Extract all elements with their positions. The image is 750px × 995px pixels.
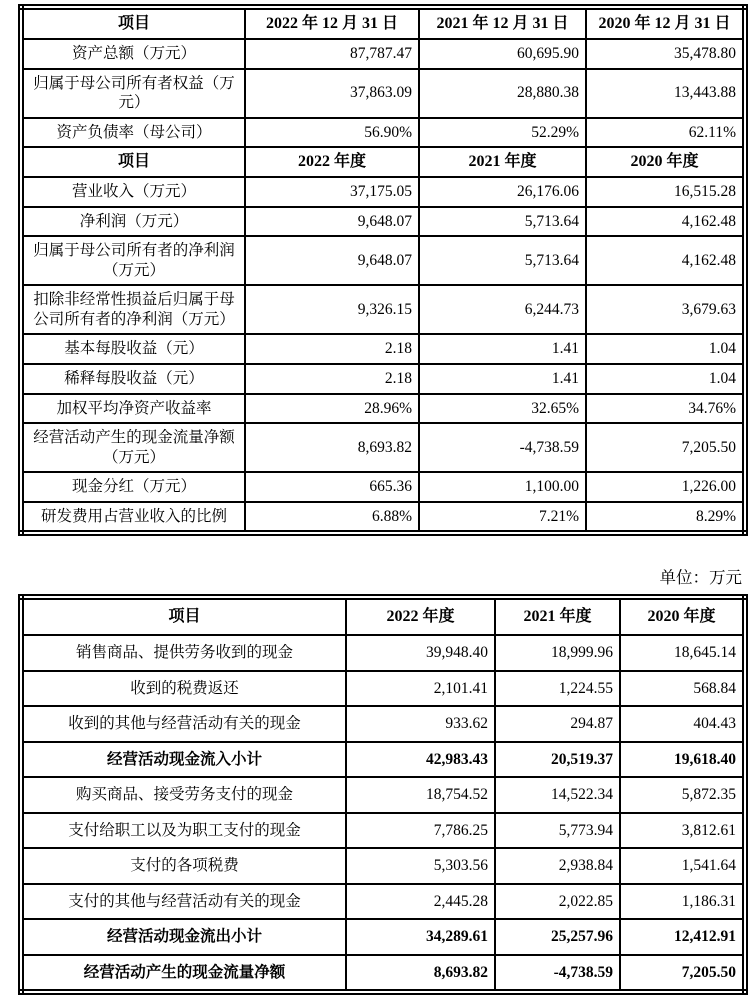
table-row <box>21 236 745 285</box>
item-label-cell: 现金分红（万元） <box>21 472 245 502</box>
value-cell: 28,880.38 <box>419 69 586 118</box>
item-label-cell: 基本每股收益（元） <box>21 334 245 364</box>
value-cell: 25,257.96 <box>495 919 620 955</box>
operating-cash-flow-body <box>21 597 745 992</box>
value-cell: 3,812.61 <box>620 813 745 849</box>
value-cell: -4,738.59 <box>419 423 586 472</box>
table-row <box>21 334 745 364</box>
value-cell: 35,478.80 <box>586 39 745 69</box>
value-cell: 7,205.50 <box>586 423 745 472</box>
column-header-cell: 2021 年 12 月 31 日 <box>419 7 586 39</box>
item-label-cell: 归属于母公司所有者的净利润（万元） <box>21 236 245 285</box>
value-cell: 6,244.73 <box>419 285 586 334</box>
column-header-cell: 2022 年 12 月 31 日 <box>245 7 419 39</box>
table-row <box>21 394 745 424</box>
column-header-cell: 项目 <box>21 7 245 39</box>
value-cell: 8,693.82 <box>245 423 419 472</box>
value-cell: 34.76% <box>586 394 745 424</box>
column-header-cell: 2020 年度 <box>586 147 745 177</box>
value-cell: 32.65% <box>419 394 586 424</box>
value-cell: 8.29% <box>586 502 745 534</box>
item-label-cell: 收到的税费返还 <box>21 671 346 707</box>
table-header-row <box>21 7 745 39</box>
value-cell: 665.36 <box>245 472 419 502</box>
value-cell: 60,695.90 <box>419 39 586 69</box>
unit-label: 单位：万元 <box>659 568 742 588</box>
value-cell: 2.18 <box>245 364 419 394</box>
value-cell: 37,175.05 <box>245 177 419 207</box>
column-header-cell: 2020 年 12 月 31 日 <box>586 7 745 39</box>
value-cell: 7.21% <box>419 502 586 534</box>
value-cell: 1.04 <box>586 364 745 394</box>
table-row <box>21 777 745 813</box>
value-cell: 1,226.00 <box>586 472 745 502</box>
item-label-cell: 支付给职工以及为职工支付的现金 <box>21 813 346 849</box>
table-row <box>21 177 745 207</box>
value-cell: -4,738.59 <box>495 955 620 993</box>
table-row <box>21 207 745 237</box>
column-header-cell: 2022 年度 <box>346 597 495 635</box>
value-cell: 39,948.40 <box>346 635 495 671</box>
item-label-cell: 经营活动产生的现金流量净额（万元） <box>21 423 245 472</box>
table-row <box>21 423 745 472</box>
value-cell: 37,863.09 <box>245 69 419 118</box>
column-header-cell: 2021 年度 <box>495 597 620 635</box>
table-row <box>21 502 745 534</box>
value-cell: 5,872.35 <box>620 777 745 813</box>
value-cell: 19,618.40 <box>620 742 745 778</box>
value-cell: 1.04 <box>586 334 745 364</box>
item-label-cell: 支付的其他与经营活动有关的现金 <box>21 884 346 920</box>
value-cell: 1,186.31 <box>620 884 745 920</box>
value-cell: 12,412.91 <box>620 919 745 955</box>
value-cell: 5,773.94 <box>495 813 620 849</box>
value-cell: 5,303.56 <box>346 848 495 884</box>
value-cell: 5,713.64 <box>419 207 586 237</box>
value-cell: 9,326.15 <box>245 285 419 334</box>
value-cell: 18,754.52 <box>346 777 495 813</box>
value-cell: 16,515.28 <box>586 177 745 207</box>
value-cell: 7,205.50 <box>620 955 745 993</box>
value-cell: 1,224.55 <box>495 671 620 707</box>
value-cell: 52.29% <box>419 118 586 148</box>
value-cell: 18,999.96 <box>495 635 620 671</box>
table-row <box>21 118 745 148</box>
column-header-cell: 项目 <box>21 147 245 177</box>
item-label-cell: 经营活动现金流出小计 <box>21 919 346 955</box>
value-cell: 13,443.88 <box>586 69 745 118</box>
operating-cash-flow-table <box>18 594 748 995</box>
table-row <box>21 813 745 849</box>
column-header-cell: 2021 年度 <box>419 147 586 177</box>
item-label-cell: 经营活动产生的现金流量净额 <box>21 955 346 993</box>
value-cell: 56.90% <box>245 118 419 148</box>
table-row <box>21 69 745 118</box>
table-row <box>21 742 745 778</box>
table-header-row <box>21 147 745 177</box>
value-cell: 1.41 <box>419 334 586 364</box>
item-label-cell: 经营活动现金流入小计 <box>21 742 346 778</box>
item-label-cell: 加权平均净资产收益率 <box>21 394 245 424</box>
value-cell: 34,289.61 <box>346 919 495 955</box>
table-row <box>21 884 745 920</box>
value-cell: 9,648.07 <box>245 236 419 285</box>
value-cell: 5,713.64 <box>419 236 586 285</box>
table-row <box>21 706 745 742</box>
value-cell: 1,100.00 <box>419 472 586 502</box>
item-label-cell: 营业收入（万元） <box>21 177 245 207</box>
table-row <box>21 635 745 671</box>
value-cell: 18,645.14 <box>620 635 745 671</box>
item-label-cell: 资产负债率（母公司） <box>21 118 245 148</box>
value-cell: 2.18 <box>245 334 419 364</box>
value-cell: 14,522.34 <box>495 777 620 813</box>
item-label-cell: 支付的各项税费 <box>21 848 346 884</box>
item-label-cell: 资产总额（万元） <box>21 39 245 69</box>
column-header-cell: 2022 年度 <box>245 147 419 177</box>
value-cell: 42,983.43 <box>346 742 495 778</box>
item-label-cell: 研发费用占营业收入的比例 <box>21 502 245 534</box>
item-label-cell: 扣除非经常性损益后归属于母公司所有者的净利润（万元） <box>21 285 245 334</box>
column-header-cell: 项目 <box>21 597 346 635</box>
item-label-cell: 购买商品、接受劳务支付的现金 <box>21 777 346 813</box>
value-cell: 2,938.84 <box>495 848 620 884</box>
value-cell: 1,541.64 <box>620 848 745 884</box>
value-cell: 404.43 <box>620 706 745 742</box>
table-row <box>21 848 745 884</box>
value-cell: 568.84 <box>620 671 745 707</box>
value-cell: 3,679.63 <box>586 285 745 334</box>
value-cell: 1.41 <box>419 364 586 394</box>
column-header-cell: 2020 年度 <box>620 597 745 635</box>
table-row <box>21 919 745 955</box>
key-financial-indicators-body <box>21 7 745 533</box>
key-financial-indicators-table <box>18 4 748 536</box>
table-row <box>21 285 745 334</box>
value-cell: 87,787.47 <box>245 39 419 69</box>
value-cell: 8,693.82 <box>346 955 495 993</box>
table-row <box>21 364 745 394</box>
value-cell: 9,648.07 <box>245 207 419 237</box>
value-cell: 2,445.28 <box>346 884 495 920</box>
value-cell: 6.88% <box>245 502 419 534</box>
item-label-cell: 归属于母公司所有者权益（万元） <box>21 69 245 118</box>
value-cell: 20,519.37 <box>495 742 620 778</box>
item-label-cell: 收到的其他与经营活动有关的现金 <box>21 706 346 742</box>
value-cell: 7,786.25 <box>346 813 495 849</box>
value-cell: 2,101.41 <box>346 671 495 707</box>
item-label-cell: 稀释每股收益（元） <box>21 364 245 394</box>
item-label-cell: 销售商品、提供劳务收到的现金 <box>21 635 346 671</box>
value-cell: 4,162.48 <box>586 236 745 285</box>
value-cell: 4,162.48 <box>586 207 745 237</box>
value-cell: 26,176.06 <box>419 177 586 207</box>
value-cell: 62.11% <box>586 118 745 148</box>
value-cell: 28.96% <box>245 394 419 424</box>
value-cell: 2,022.85 <box>495 884 620 920</box>
value-cell: 294.87 <box>495 706 620 742</box>
table-row <box>21 671 745 707</box>
value-cell: 933.62 <box>346 706 495 742</box>
table-row <box>21 472 745 502</box>
table-header-row <box>21 597 745 635</box>
item-label-cell: 净利润（万元） <box>21 207 245 237</box>
table-row <box>21 39 745 69</box>
